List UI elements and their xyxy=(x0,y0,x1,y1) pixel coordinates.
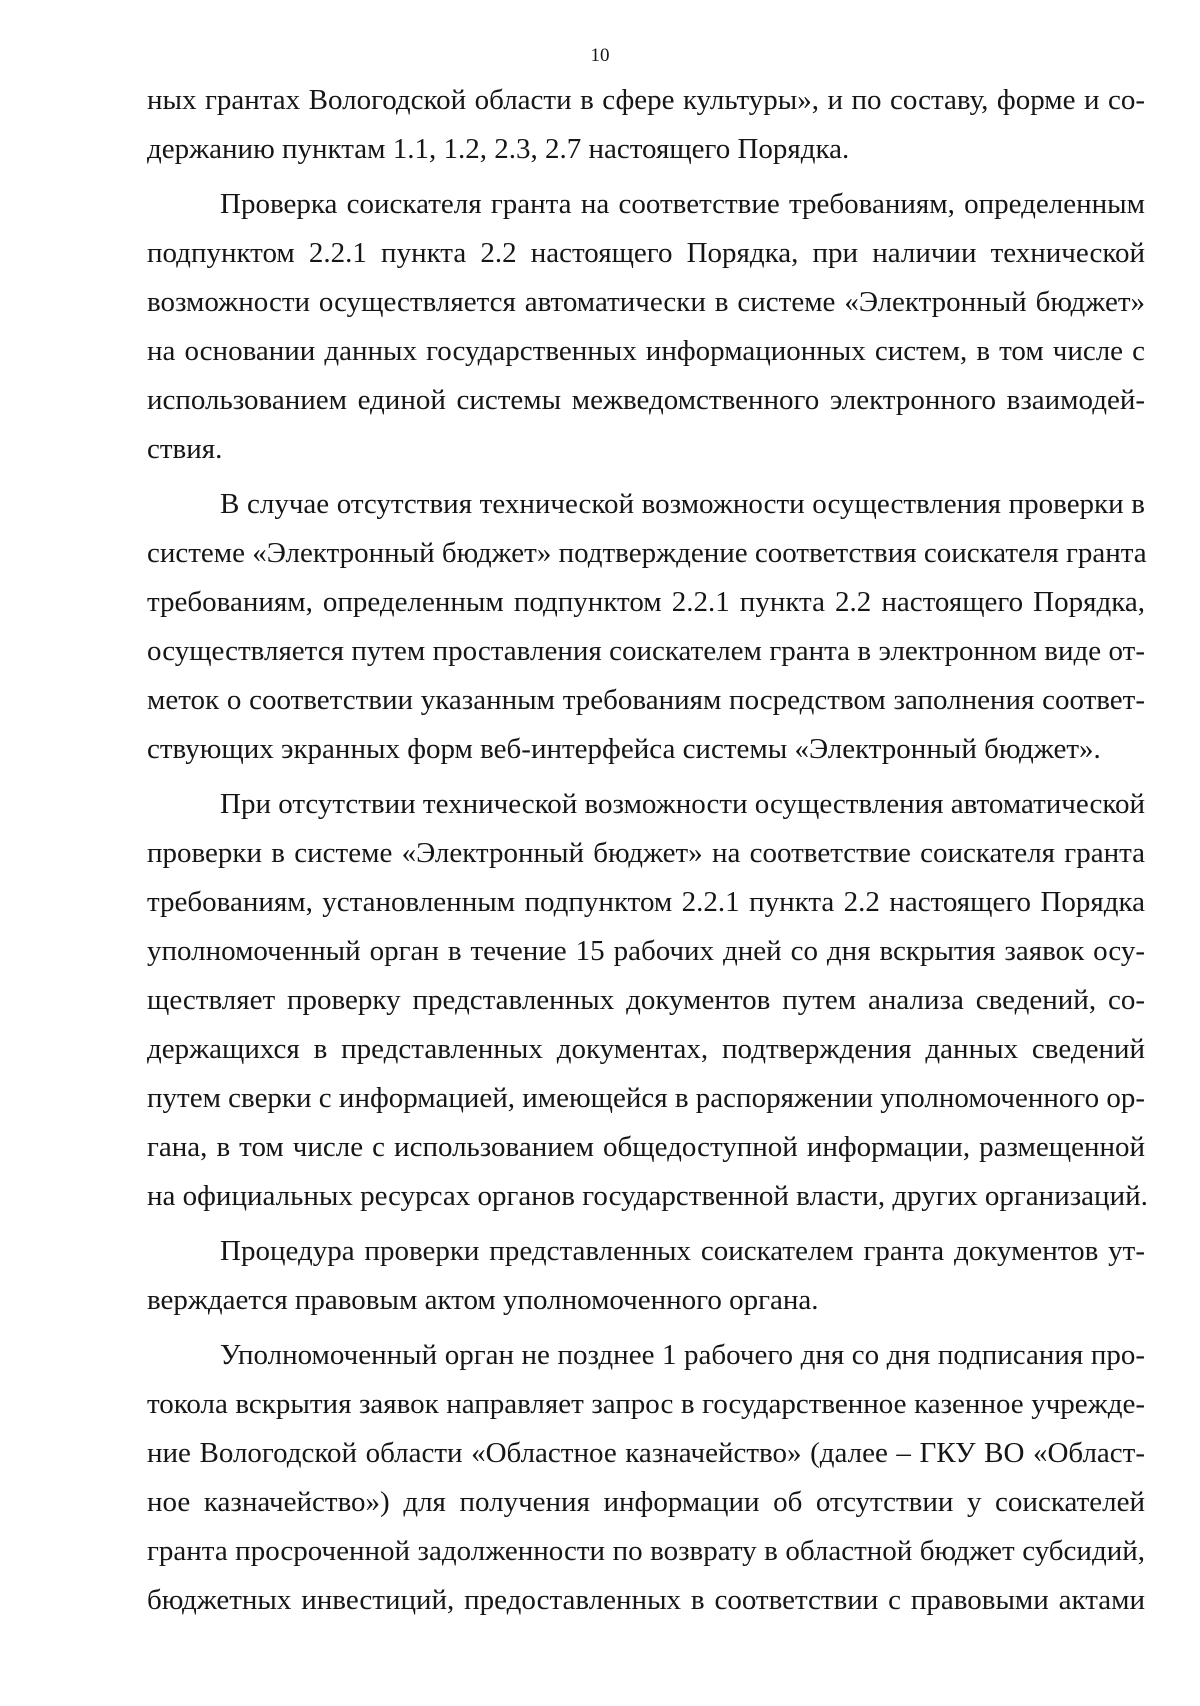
text-line: подпунктом 2.2.1 пункта 2.2 настоящего Порядка, при наличии технической xyxy=(147,237,1145,269)
text-line: требованиям, установленным подпунктом 2.2.1 пункта 2.2 настоящего Порядка xyxy=(147,886,1145,918)
text-line: держанию пунктам 1.1, 1.2, 2.3, 2.7 настоящего Порядка. xyxy=(147,133,850,165)
paragraph xyxy=(147,480,1145,774)
page-number: 10 xyxy=(590,45,610,66)
text-line: гана, в том числе с использованием общедоступной информации, размещенной xyxy=(147,1131,1145,1163)
text-line: токола вскрытия заявок направляет запрос в государственное казенное учрежде- xyxy=(147,1388,1145,1420)
text-line: ствующих экранных форм веб-интерфейса системы «Электронный бюджет». xyxy=(147,733,1101,765)
text-line: ных грантах Вологодской области в сфере культуры», и по составу, форме и со- xyxy=(147,84,1145,116)
paragraph xyxy=(147,780,1148,1221)
document-body xyxy=(147,76,1148,1625)
text-line: осуществляется путем проставления соискателем гранта в электронном виде от- xyxy=(147,635,1145,667)
text-line: использованием единой системы межведомственного электронного взаимодей- xyxy=(147,384,1145,416)
text-line: При отсутствии технической возможности осуществления автоматической xyxy=(220,788,1145,820)
text-line: ние Вологодской области «Областное казначейство» (далее – ГКУ ВО «Област- xyxy=(147,1437,1145,1469)
paragraph xyxy=(147,1331,1145,1625)
text-line: ное казначейство») для получения информации об отсутствии у соискателей xyxy=(147,1486,1145,1518)
text-line: меток о соответствии указанным требованиям посредством заполнения соответ- xyxy=(147,684,1145,716)
paragraph xyxy=(147,1227,1145,1325)
text-line: Уполномоченный орган не позднее 1 рабочего дня со дня подписания про- xyxy=(220,1339,1145,1371)
paragraph xyxy=(147,180,1145,474)
text-line: на основании данных государственных информационных систем, в том числе с xyxy=(147,335,1145,367)
text-line: системе «Электронный бюджет» подтверждение соответствия соискателя гранта xyxy=(147,537,1147,569)
text-line: путем сверки с информацией, имеющейся в распоряжении уполномоченного ор- xyxy=(147,1082,1145,1114)
text-line: требованиям, определенным подпунктом 2.2.1 пункта 2.2 настоящего Порядка, xyxy=(147,586,1145,618)
text-line: держащихся в представленных документах, подтверждения данных сведений xyxy=(147,1033,1145,1065)
text-line: гранта просроченной задолженности по возврату в областной бюджет субсидий, xyxy=(147,1535,1145,1567)
text-line: верждается правовым актом уполномоченного органа. xyxy=(147,1284,819,1316)
text-line: уполномоченный орган в течение 15 рабочих дней со дня вскрытия заявок осу- xyxy=(147,935,1145,967)
text-line: на официальных ресурсах органов государственной власти, других организаций. xyxy=(147,1180,1148,1212)
text-line: ствия. xyxy=(147,433,223,465)
text-line: В случае отсутствия технической возможности осуществления проверки в xyxy=(220,488,1145,520)
text-line: бюджетных инвестиций, предоставленных в соответствии с правовыми актами xyxy=(147,1584,1145,1616)
text-line: Процедура проверки представленных соискателем гранта документов ут- xyxy=(220,1235,1145,1267)
text-line: возможности осуществляется автоматически в системе «Электронный бюджет» xyxy=(147,286,1145,318)
paragraph xyxy=(147,76,1145,174)
text-line: проверки в системе «Электронный бюджет» на соответствие соискателя гранта xyxy=(147,837,1145,869)
text-line: ществляет проверку представленных документов путем анализа сведений, со- xyxy=(147,984,1145,1016)
text-line: Проверка соискателя гранта на соответствие требованиям, определенным xyxy=(220,188,1145,220)
